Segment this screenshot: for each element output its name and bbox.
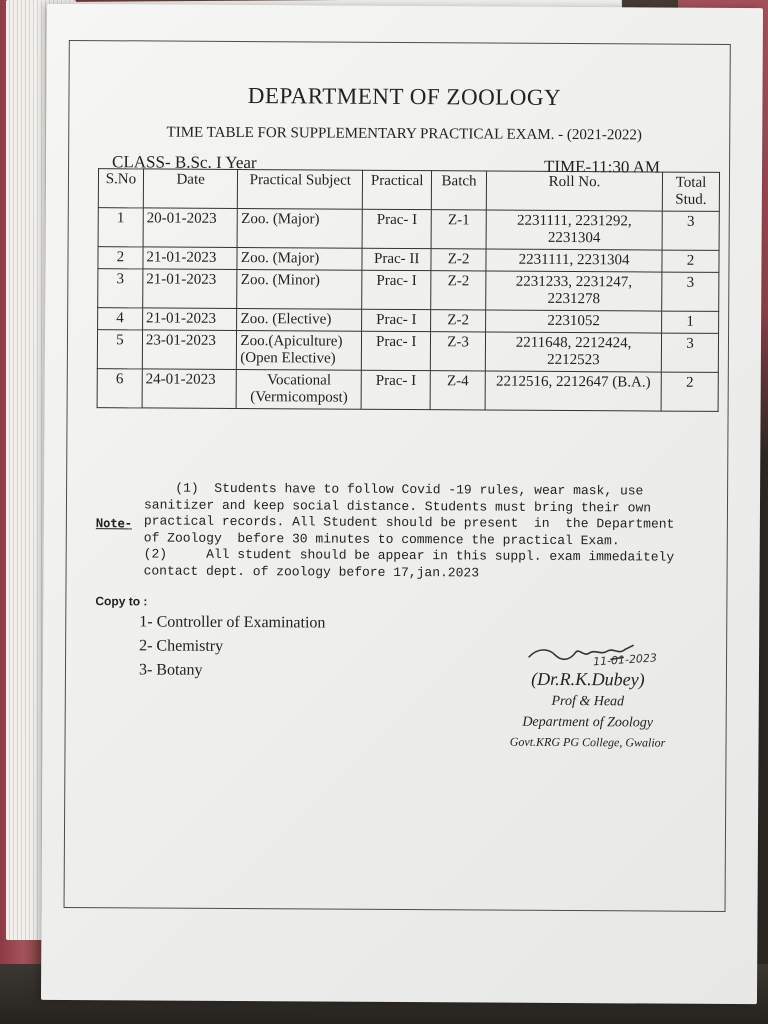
cell-total: 2 xyxy=(662,250,719,272)
header-total: Total Stud. xyxy=(662,172,719,211)
cell-date: 21-01-2023 xyxy=(142,308,237,331)
cell-total: 2 xyxy=(661,372,718,411)
table-row xyxy=(98,269,719,312)
cell-batch: Z-2 xyxy=(431,310,486,332)
timetable xyxy=(97,168,720,412)
cell-date: 24-01-2023 xyxy=(142,369,237,409)
cell-total: 3 xyxy=(662,211,719,250)
signature-block xyxy=(482,666,693,751)
cell-practical: Prac- I xyxy=(362,309,431,331)
cell-sno: 2 xyxy=(98,247,143,269)
header-subject: Practical Subject xyxy=(238,169,363,209)
note-text: (1) Students have to follow Covid -19 rules, wear mask, use sanitizer and keep social distance. Students must bring their own practical records. All Student should be present in the Department of Zoology before 30 minutes to commence the practical Exam. (2) All student should be appear in this suppl. exam immedaitely contact dept. of zoology before 17,jan.2023 xyxy=(143,480,675,580)
time-label: TIME-11:30 AM xyxy=(543,156,661,177)
table-row xyxy=(98,208,719,251)
document-sheet xyxy=(41,4,763,1004)
list-item: 3- Botany xyxy=(138,661,203,679)
cell-sno: 4 xyxy=(98,308,143,330)
cell-sno: 3 xyxy=(98,269,143,308)
cell-total: 1 xyxy=(662,311,719,333)
signatory-department: Department of Zoology xyxy=(522,714,654,731)
cell-date: 21-01-2023 xyxy=(143,247,238,270)
header-date: Date xyxy=(143,169,238,209)
header-sno: S.No xyxy=(98,169,143,208)
list-item: 1- Controller of Examination xyxy=(139,613,326,632)
cell-roll: 2231111, 2231292, 2231304 xyxy=(486,210,662,250)
cell-roll: 2212516, 2212647 (B.A.) xyxy=(485,371,661,411)
cell-practical: Prac- II xyxy=(362,248,431,270)
cell-roll: 2231052 xyxy=(486,310,662,333)
timetable-subtitle: TIME TABLE FOR SUPPLEMENTARY PRACTICAL EXAM. - (2021-2022) xyxy=(166,124,642,144)
copy-to-list xyxy=(139,610,326,683)
header-practical: Practical xyxy=(363,170,432,209)
cell-sno: 6 xyxy=(97,369,142,408)
signatory-college: Govt.KRG PG College, Gwalior xyxy=(509,734,666,750)
cell-practical: Prac- I xyxy=(361,370,430,409)
cell-subject: Zoo.(Apiculture) (Open Elective) xyxy=(237,330,362,370)
cell-practical: Prac- I xyxy=(362,209,431,248)
cell-total: 3 xyxy=(661,333,718,372)
cell-sno: 5 xyxy=(97,330,142,369)
cell-subject: Zoo. (Minor) xyxy=(237,269,362,309)
list-item: 2- Chemistry xyxy=(139,637,224,655)
signatory-designation: Prof & Head xyxy=(551,693,625,710)
copy-to-label: Copy to : xyxy=(95,594,148,609)
cell-subject: Zoo. (Major) xyxy=(238,208,363,248)
department-title: DEPARTMENT OF ZOOLOGY xyxy=(247,83,562,110)
cell-date: 23-01-2023 xyxy=(142,330,237,370)
cell-batch: Z-2 xyxy=(431,271,486,310)
cell-total: 3 xyxy=(662,272,719,311)
cell-subject: Vocational (Vermicompost) xyxy=(237,369,362,409)
note-label: Note- xyxy=(95,516,133,531)
cell-practical: Prac- I xyxy=(362,331,431,370)
cell-practical: Prac- I xyxy=(362,270,431,309)
class-label: CLASS- B.Sc. I Year xyxy=(112,152,257,173)
signatory-name: (Dr.R.K.Dubey) xyxy=(531,668,645,690)
cell-batch: Z-2 xyxy=(431,249,486,271)
table-header-row xyxy=(98,169,719,212)
cell-roll: 2231111, 2231304 xyxy=(486,249,662,272)
cell-roll: 2231233, 2231247, 2231278 xyxy=(486,271,662,311)
cell-date: 20-01-2023 xyxy=(143,208,238,248)
table-row xyxy=(97,369,718,412)
cell-sno: 1 xyxy=(98,208,143,247)
cell-subject: Zoo. (Elective) xyxy=(237,308,362,331)
cell-subject: Zoo. (Major) xyxy=(237,247,362,270)
header-batch: Batch xyxy=(431,171,486,210)
table-row xyxy=(97,330,718,373)
cell-batch: Z-1 xyxy=(431,210,486,249)
signature-date: 11-01-2023 xyxy=(592,651,658,669)
cell-batch: Z-3 xyxy=(430,332,485,371)
cell-roll: 2211648, 2212424, 2212523 xyxy=(485,332,661,372)
cell-date: 21-01-2023 xyxy=(143,269,238,309)
cell-batch: Z-4 xyxy=(430,371,485,410)
header-roll: Roll No. xyxy=(486,171,662,211)
